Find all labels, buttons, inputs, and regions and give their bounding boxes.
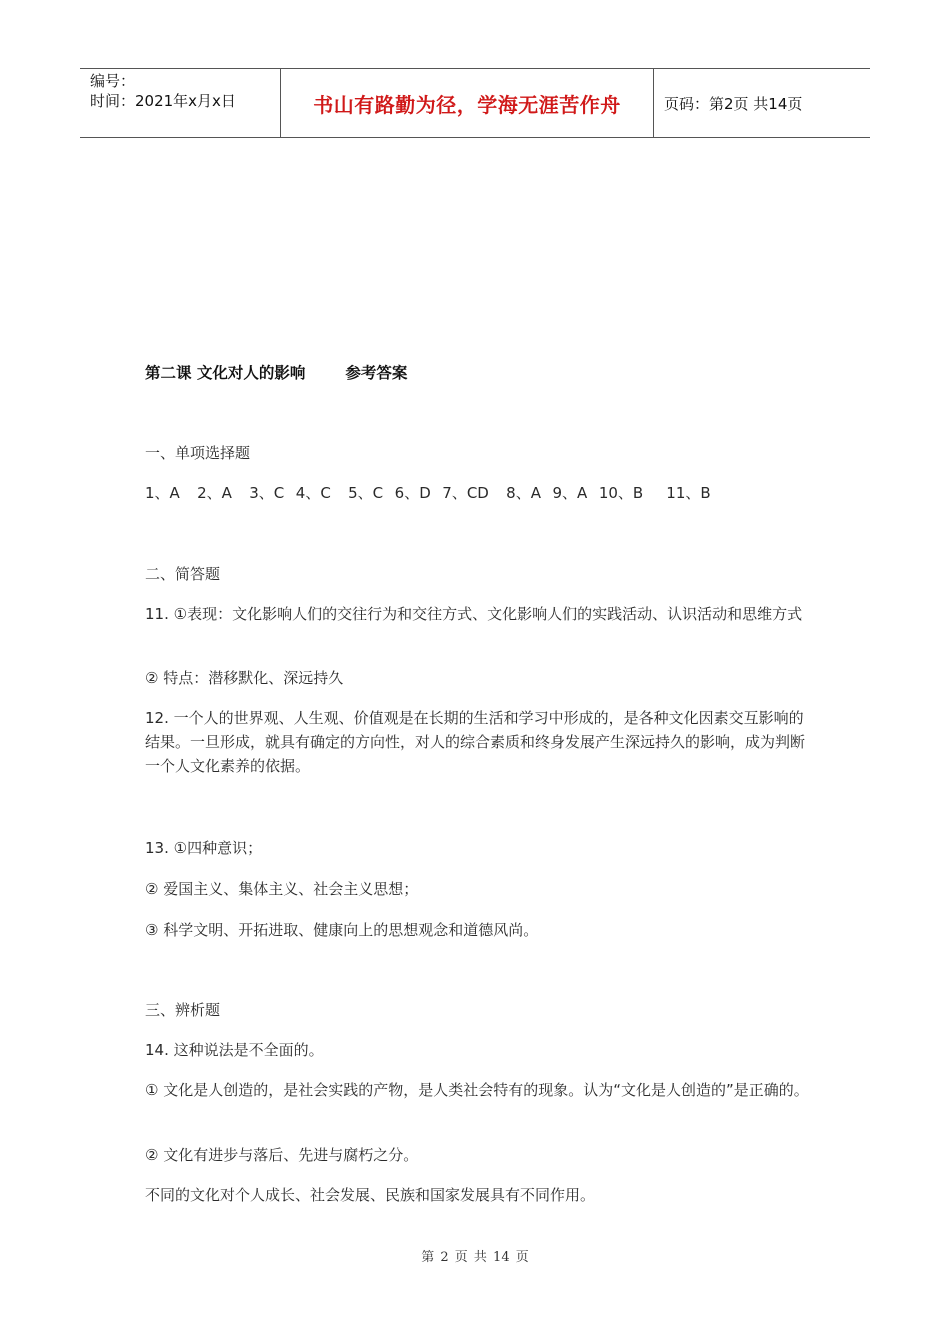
section1-heading: 一、单项选择题 bbox=[145, 444, 251, 462]
header-motto: 书山有路勤为径，学海无涯苦作舟 bbox=[281, 69, 654, 137]
header-meta bbox=[80, 69, 281, 137]
q12-text: 12. 一个人的世界观、人生观、价值观是在长期的生活和学习中形成的，是各种文化因素交互影响的结果。一旦形成，就具有确定的方向性，对人的综合素质和终身发展产生深远持久的影响，成为判断一个人文化素养的依据。 bbox=[145, 709, 806, 775]
title-answer-key: 参考答案 bbox=[345, 364, 408, 382]
page-footer: 第 2 页 共 14 页 bbox=[421, 1250, 529, 1265]
q13-line2: ② 爱国主义、集体主义、社会主义思想； bbox=[145, 880, 419, 898]
section3-heading: 三、辨析题 bbox=[145, 1001, 221, 1019]
section1-answers: 1、A 2、A 3、C 4、C 5、C 6、D 7、CD 8、A 9、A 10、B 11、B bbox=[145, 484, 711, 502]
header-page-info: 页码：第2页 共14页 bbox=[664, 94, 803, 113]
q14-line3: ② 文化有进步与落后、先进与腐朽之分。 bbox=[145, 1146, 419, 1164]
q14-line1: 14. 这种说法是不全面的。 bbox=[145, 1041, 324, 1059]
q14-line2: ① 文化是人创造的，是社会实践的产物，是人类社会特有的现象。认为“文化是人创造的”是正确的。 bbox=[145, 1081, 809, 1099]
section2-heading: 二、简答题 bbox=[145, 565, 221, 583]
q13-line3: ③ 科学文明、开拓进取、健康向上的思想观念和道德风尚。 bbox=[145, 921, 539, 939]
page-header bbox=[80, 68, 870, 138]
q11-line1: 11. ①表现：文化影响人们的交往行为和交往方式、文化影响人们的实践活动、认识活动和思维方式 bbox=[145, 605, 803, 623]
number-label: 编号： bbox=[90, 72, 136, 90]
q13-line1: 13. ①四种意识； bbox=[145, 839, 263, 857]
title-main: 第二课 文化对人的影响 bbox=[145, 364, 306, 382]
q11-line2: ② 特点：潜移默化、深远持久 bbox=[145, 669, 344, 687]
time-label: 时间：2021年x月x日 bbox=[90, 92, 236, 110]
document-title bbox=[145, 361, 815, 385]
q14-line4: 不同的文化对个人成长、社会发展、民族和国家发展具有不同作用。 bbox=[145, 1186, 596, 1204]
